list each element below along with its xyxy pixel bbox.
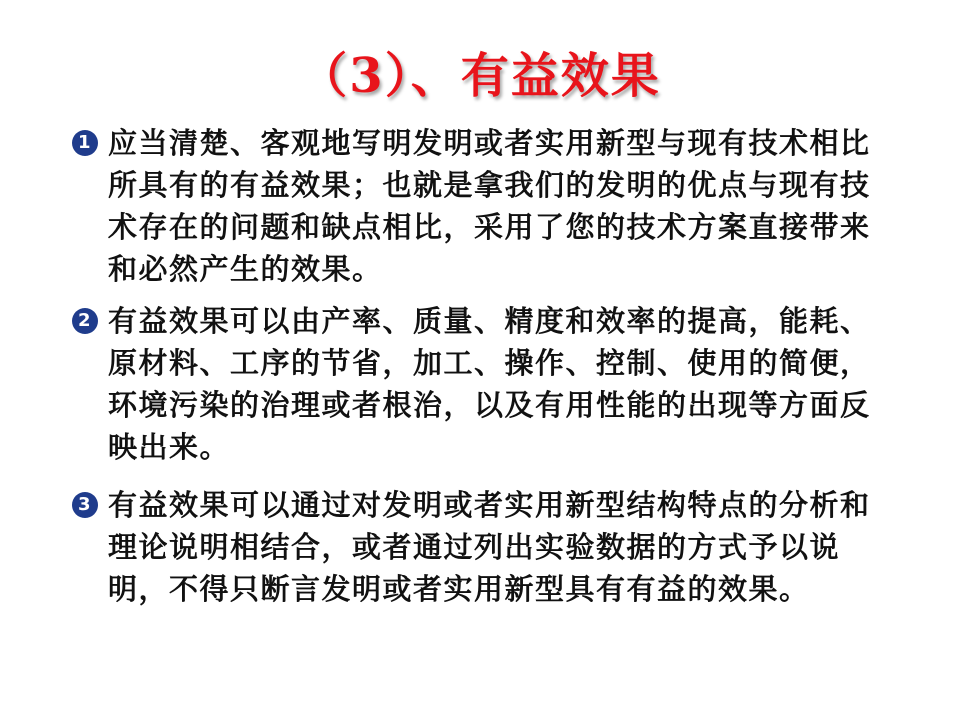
number-badge-icon: 2 bbox=[72, 308, 98, 334]
bullet-item-1 bbox=[70, 122, 900, 290]
bullet-text-2: 有益效果可以由产率、质量、精度和效率的提高，能耗、原材料、工序的节省，加工、操作、控制、使用的简便，环境污染的治理或者根治，以及有用性能的出现等方面反映出来。 bbox=[108, 304, 871, 464]
bullet-text-3: 有益效果可以通过对发明或者实用新型结构特点的分析和理论说明相结合，或者通过列出实验数据的方式予以说明，不得只断言发明或者实用新型具有有益的效果。 bbox=[108, 488, 871, 606]
bullet-item-2 bbox=[70, 300, 900, 468]
bullet-list bbox=[70, 122, 900, 610]
number-badge-icon: 1 bbox=[72, 130, 98, 156]
bullet-item-3 bbox=[70, 484, 900, 610]
bullet-text-1: 应当清楚、客观地写明发明或者实用新型与现有技术相比所具有的有益效果；也就是拿我们的发明的优点与现有技术存在的问题和缺点相比，采用了您的技术方案直接带来和必然产生的效果。 bbox=[108, 126, 871, 286]
slide-title: （3）、有益效果 bbox=[299, 48, 661, 104]
number-badge-icon: 3 bbox=[72, 492, 98, 518]
